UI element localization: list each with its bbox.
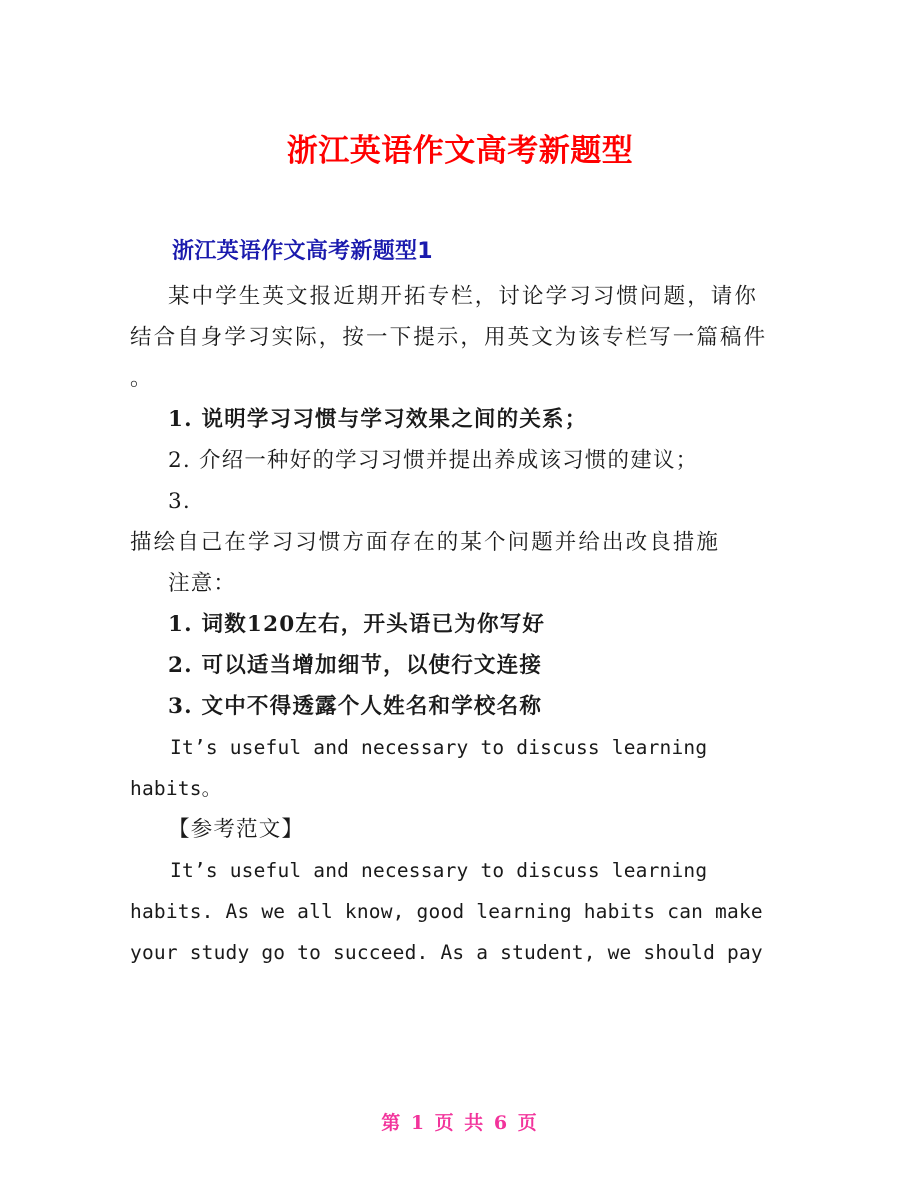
notice-list-item-1: 1. 词数120左右，开头语已为你写好	[168, 612, 546, 637]
notice-list-item-2: 2. 可以适当增加细节，以使行文连接	[168, 653, 543, 678]
sample-essay-line-1: It’s useful and necessary to discuss learning	[170, 859, 708, 882]
section-subtitle: 浙江英语作文高考新题型1	[172, 239, 433, 265]
page-title: 浙江英语作文高考新题型	[286, 132, 634, 169]
intro-paragraph-line-3: 。	[130, 366, 153, 391]
document-body	[130, 276, 792, 973]
intro-paragraph-line-2: 结合自身学习实际，按一下提示，用英文为该专栏写一篇稿件	[130, 325, 768, 350]
page-footer: 第 1 页 共 6 页	[381, 1112, 539, 1134]
intro-paragraph-line-1: 某中学生英文报近期开拓专栏，讨论学习习惯问题，请你	[168, 284, 759, 309]
prompt-list-item-2: 2. 介绍一种好的学习习惯并提出养成该习惯的建议；	[168, 448, 699, 473]
opening-sentence-line-2: habits。	[130, 777, 222, 800]
prompt-list-item-3: 3.	[168, 489, 191, 514]
sample-essay-line-2: habits. As we all know, good learning habits can make	[130, 900, 763, 923]
sample-essay-label: 【参考范文】	[168, 817, 305, 842]
notice-label: 注意：	[168, 571, 237, 596]
notice-list-item-3: 3. 文中不得透露个人姓名和学校名称	[168, 694, 543, 719]
opening-sentence-line-1: It’s useful and necessary to discuss learning	[170, 736, 708, 759]
sample-essay-line-3: your study go to succeed. As a student, we should pay	[130, 941, 763, 964]
prompt-list-item-1: 1. 说明学习习惯与学习效果之间的关系；	[168, 407, 588, 432]
prompt-list-item-3-continuation: 描绘自己在学习习惯方面存在的某个问题并给出改良措施	[130, 530, 721, 555]
